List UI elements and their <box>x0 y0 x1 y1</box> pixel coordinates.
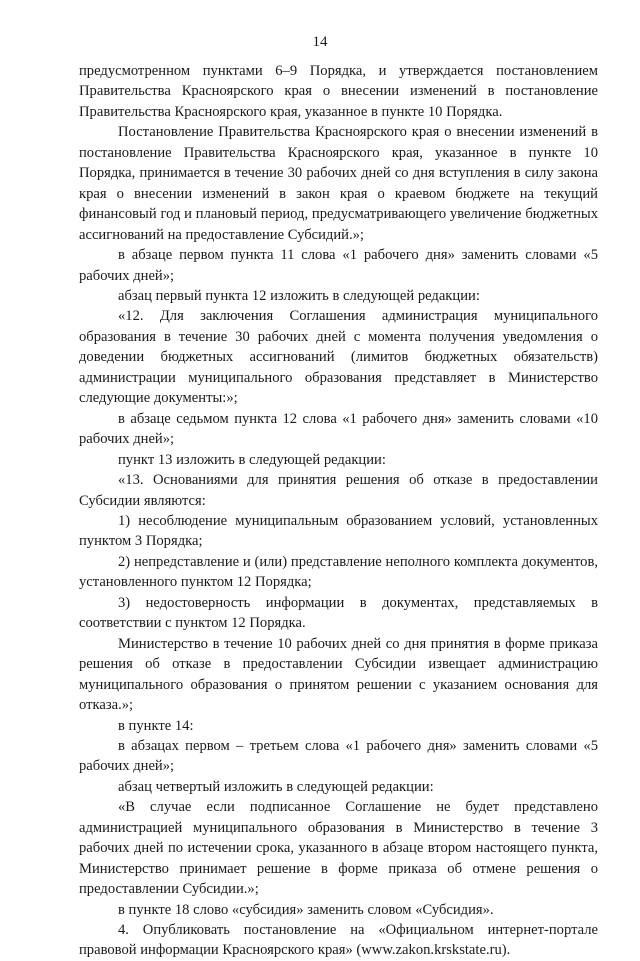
paragraph-point-14-fourth-text: «В случае если подписанное Соглашение не будет представлено администрацией муниципального образования в Министерство в течение 3 рабочих дней по истечении срока, указанного в абзаце втором настоящего пункта, Министерство принимает решение в форме приказа об отмене решения о предоставлении Субсидии.»; <box>79 799 598 898</box>
paragraph-point-14-fourth-intro: абзац четвертый изложить в следующей редакции: <box>118 778 434 795</box>
paragraph-continuation: предусмотренном пунктами 6–9 Порядка, и утверждается постановлением Правительства Красноярского края о внесении изменений в постановление Правительства Красноярского края, указанное в пункте 10 Порядка. <box>79 63 598 120</box>
paragraph-amend-point-11: в абзаце первом пункта 11 слова «1 рабочего дня» заменить словами «5 рабочих дней»; <box>79 247 598 284</box>
paragraph-point-13-text: «13. Основаниями для принятия решения об отказе в предоставлении Субсидии являются: <box>79 472 598 509</box>
paragraph-amend-point-14-first-third: в абзацах первом – третьем слова «1 рабочего дня» заменить словами «5 рабочих дней»; <box>79 737 598 775</box>
page-number: 14 <box>312 34 328 50</box>
paragraph-point-13-intro: пункт 13 изложить в следующей редакции: <box>118 451 386 468</box>
paragraph-resolution-timing: Постановление Правительства Красноярского края о внесении изменений в постановление Правительства Красноярского края, указанное в пункте 10 Порядка, принимается в течение 30 рабочих дней со дня вступления в силу закона края о внесении изменений в закон края о краевом бюджете на текущий финансовый год и плановый период, предусматривающего увеличение бюджетных ассигнований на предоставление Субсидий.»; <box>79 124 598 243</box>
document-body <box>79 61 598 961</box>
paragraph-amend-point-12-seventh: в абзаце седьмом пункта 12 слова «1 рабочего дня» заменить словами «10 рабочих дней»; <box>79 410 598 448</box>
list-item-3: 3) недостоверность информации в документах, представляемых в соответствии с пунктом 12 Порядка. <box>79 594 598 632</box>
paragraph-point-12-intro: абзац первый пункта 12 изложить в следующей редакции: <box>118 287 480 304</box>
paragraph-amend-point-18: в пункте 18 слово «субсидия» заменить словом «Субсидия». <box>118 901 494 918</box>
paragraph-point-14-intro: в пункте 14: <box>118 717 194 734</box>
paragraph-point-12-text: «12. Для заключения Соглашения администрация муниципального образования в течение 30 рабочих дней с момента получения уведомления о доведении бюджетных ассигнований (лимитов бюджетных обязательств) администрации муниципального образования представляет в Министерство следующие документы:»; <box>79 308 598 407</box>
paragraph-ministry-notice: Министерство в течение 10 рабочих дней со дня принятия в форме приказа решения об отказе в предоставлении Субсидии извещает администрацию муниципального образования о принятом решении с указанием основания для отказа.»; <box>79 635 598 714</box>
list-item-2: 2) непредставление и (или) представление неполного комплекта документов, установленного пунктом 12 Порядка; <box>79 553 598 591</box>
list-item-1: 1) несоблюдение муниципальным образованием условий, установленных пунктом 3 Порядка; <box>79 512 598 550</box>
paragraph-publication: 4. Опубликовать постановление на «Официальном интернет-портале правовой информации Красноярского края» (www.zakon.krskstate.ru). <box>79 922 598 959</box>
